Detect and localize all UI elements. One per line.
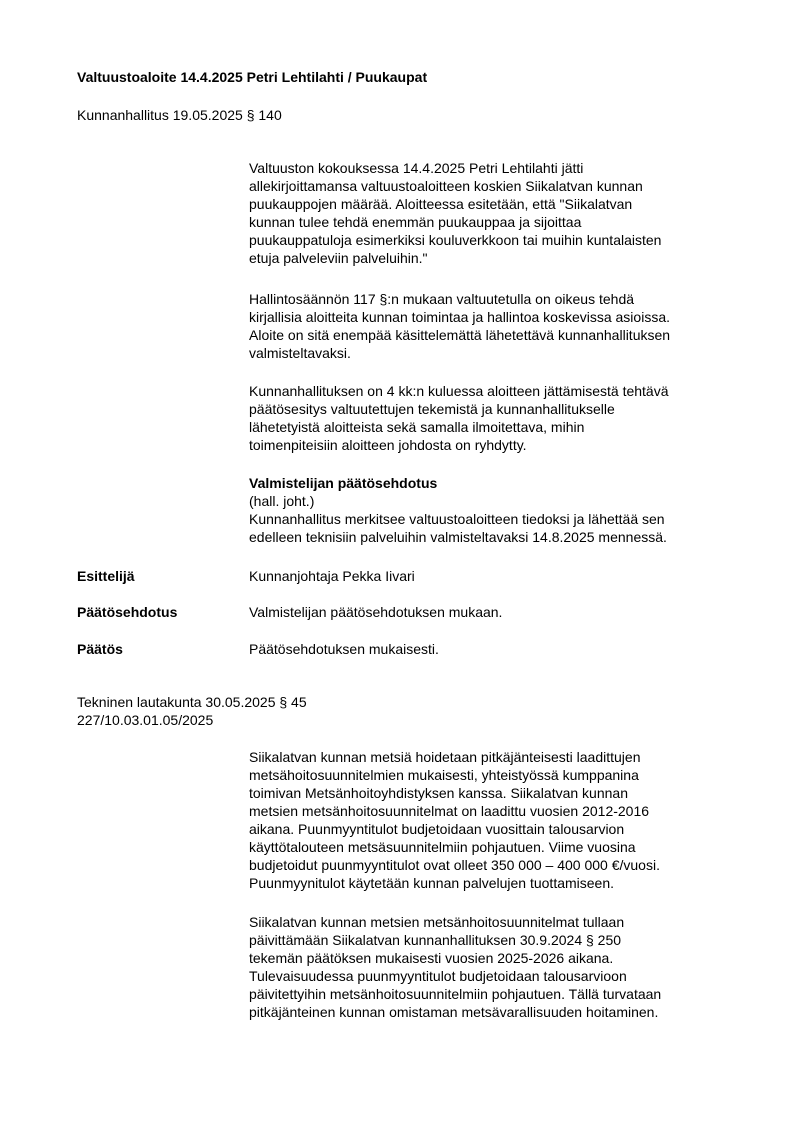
preparer-proposal xyxy=(249,474,749,546)
text-line: Siikalatvan kunnan metsiä hoidetaan pitkäjänteisesti laadittujen xyxy=(249,749,641,765)
text-line: päätösesitys valtuutettujen tekemistä ja kunnanhallitukselle xyxy=(249,401,615,417)
text-line: kirjallisia aloitteita kunnan toimintaa ja hallintoa koskevissa asioissa. xyxy=(249,309,670,325)
proposal-preparer: (hall. joht.) xyxy=(249,493,315,509)
text-line: Kunnanhallitus merkitsee valtuustoaloitteen tiedoksi ja lähettää sen xyxy=(249,511,665,527)
meeting-header-board: Kunnanhallitus 19.05.2025 § 140 xyxy=(77,107,282,123)
decision-proposal-label: Päätösehdotus xyxy=(77,604,178,620)
reference-number: 227/10.03.01.05/2025 xyxy=(77,712,214,728)
text-line: Aloite on sitä enempää käsittelemättä lähetettävä kunnanhallituksen xyxy=(249,327,671,343)
text-line: Siikalatvan kunnan metsien metsänhoitosuunnitelmat tullaan xyxy=(249,914,625,930)
text-line: päivittämään Siikalatvan kunnanhallituksen 30.9.2024 § 250 xyxy=(249,932,622,948)
paragraph-plan-update xyxy=(249,913,749,1021)
text-line: puukauppatuloja esimerkiksi kouluverkkoon tai muihin kuntalaisten xyxy=(249,232,662,248)
paragraph-board-deadline xyxy=(249,382,749,454)
text-line: metsien metsänhoitosuunnitelmat on laadittu vuosien 2012-2016 xyxy=(249,803,650,819)
text-line: Kunnanhallituksen on 4 kk:n kuluessa aloitteen jättämisestä tehtävä xyxy=(249,383,669,399)
text-line: edelleen teknisiin palveluihin valmisteltavaksi 14.8.2025 mennessä. xyxy=(249,529,667,545)
presenter-value: Kunnanjohtaja Pekka Iivari xyxy=(249,568,415,584)
text-line: Hallintosäännön 117 §:n mukaan valtuutetulla on oikeus tehdä xyxy=(249,291,635,307)
text-line: aikana. Puunmyyntitulot budjetoidaan vuosittain talousarvion xyxy=(249,821,625,837)
text-line: päivitettyihin metsänhoitosuunnitelmiin pohjautuen. Tällä turvataan xyxy=(249,986,662,1002)
paragraph-forest-management xyxy=(249,748,749,892)
decision-value: Päätösehdotuksen mukaisesti. xyxy=(249,641,439,657)
text-line: etuja palveleviin palveluihin." xyxy=(249,250,428,266)
text-line: toimenpiteisiin aloitteen johdosta on ryhdytty. xyxy=(249,437,527,453)
text-line: kunnan tulee tehdä enemmän puukauppaa ja sijoittaa xyxy=(249,214,582,230)
decision-label: Päätös xyxy=(77,641,123,657)
document-title: Valtuustoaloite 14.4.2025 Petri Lehtilahti / Puukaupat xyxy=(77,69,428,85)
proposal-heading: Valmistelijan päätösehdotus xyxy=(249,475,438,491)
text-line: pitkäjänteinen kunnan omistaman metsävarallisuuden hoitaminen. xyxy=(249,1004,659,1020)
text-line: budjetoidut puunmyyntitulot ovat olleet 350 000 – 400 000 €/vuosi. xyxy=(249,857,660,873)
text-line: puukauppojen määrää. Aloitteessa esitetään, että "Siikalatvan xyxy=(249,196,633,212)
text-line: Puunmyynitulot käytetään kunnan palvelujen tuottamiseen. xyxy=(249,875,615,891)
text-line: lähetetyistä aloitteista sekä samalla ilmoitettava, mihin xyxy=(249,419,585,435)
presenter-label: Esittelijä xyxy=(77,568,135,584)
text-line: toimivan Metsänhoitoyhdistyksen kanssa. Siikalatvan kunnan xyxy=(249,785,628,801)
text-line: Tulevaisuudessa puunmyyntitulot budjetoidaan talousarvioon xyxy=(249,968,627,984)
text-line: valmisteltavaksi. xyxy=(249,345,351,361)
text-line: Valtuuston kokouksessa 14.4.2025 Petri Lehtilahti jätti xyxy=(249,160,584,176)
meeting-header-technical: Tekninen lautakunta 30.05.2025 § 45 xyxy=(77,694,307,710)
text-line: metsähoitosuunnitelmien mukaisesti, yhteistyössä kumppanina xyxy=(249,767,639,783)
text-line: käyttötalouteen metsäsuunnitelmiin pohjautuen. Viime vuosina xyxy=(249,839,636,855)
text-line: tekemän päätöksen mukaisesti vuosien 2025-2026 aikana. xyxy=(249,950,614,966)
paragraph-initiative-summary xyxy=(249,159,749,267)
decision-proposal-value: Valmistelijan päätösehdotuksen mukaan. xyxy=(249,604,503,620)
text-line: allekirjoittamansa valtuustoaloitteen koskien Siikalatvan kunnan xyxy=(249,178,643,194)
paragraph-administrative-rules xyxy=(249,290,749,362)
